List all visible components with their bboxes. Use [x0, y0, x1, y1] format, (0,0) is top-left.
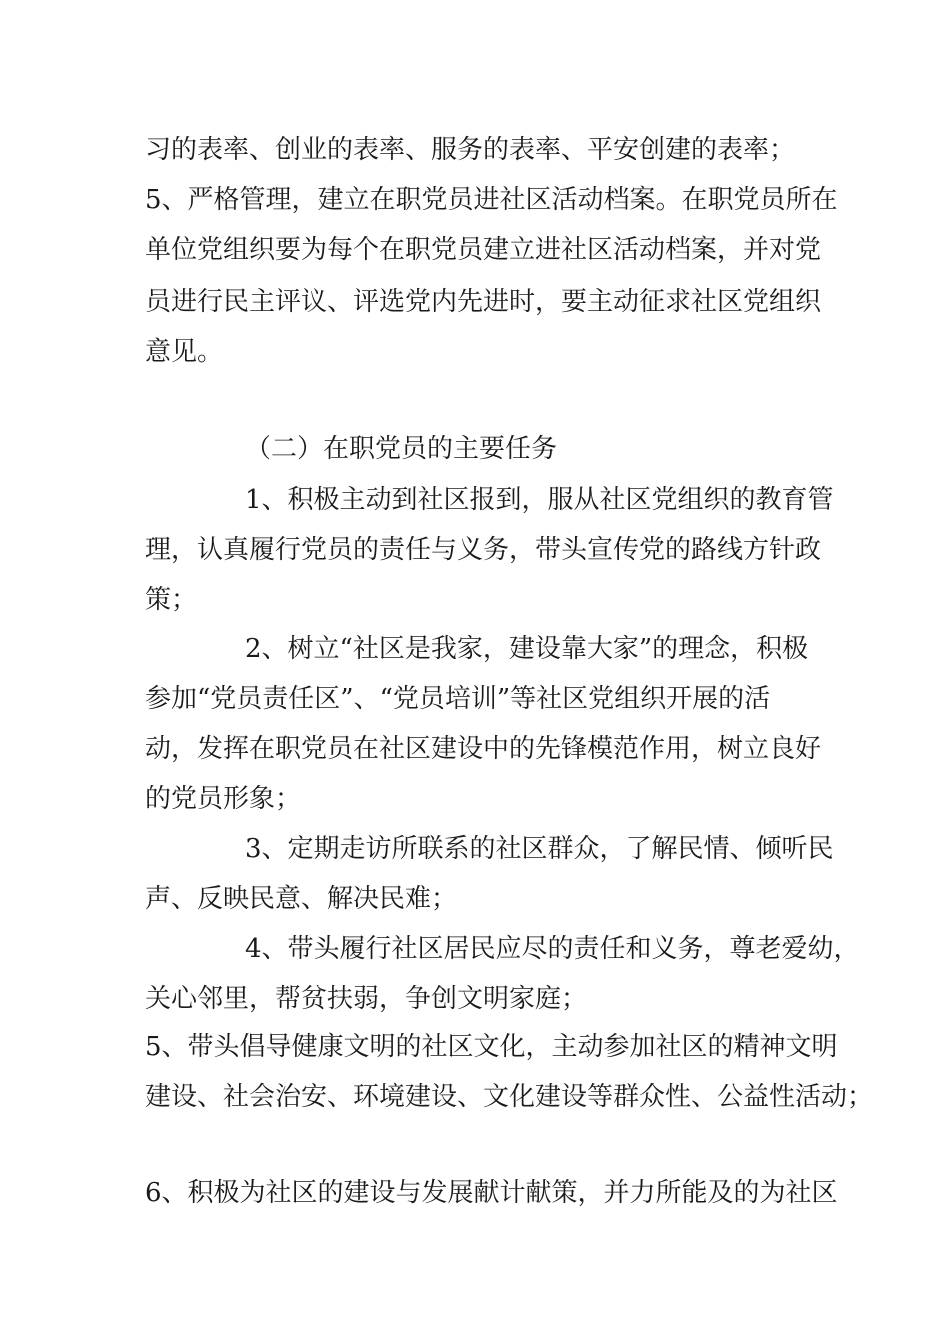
- text-line-7: 1、积极主动到社区报到，服从社区党组织的教育管: [245, 485, 834, 515]
- section-heading: （二）在职党员的主要任务: [245, 434, 558, 464]
- text-line-18: 5、带头倡导健康文明的社区文化，主动参加社区的精神文明: [145, 1032, 838, 1062]
- text-line-14: 3、定期走访所联系的社区群众，了解民情、倾听民: [245, 834, 834, 864]
- text-line-8: 理，认真履行党员的责任与义务，带头宣传党的路线方针政: [145, 535, 822, 565]
- text-line-11: 参加“党员责任区”、“党员培训”等社区党组织开展的活: [145, 684, 771, 714]
- text-line-20: 6、积极为社区的建设与发展献计献策，并力所能及的为社区: [145, 1178, 838, 1208]
- text-line-17: 关心邻里，帮贫扶弱，争创文明家庭；: [145, 984, 588, 1014]
- text-line-1: 习的表率、创业的表率、服务的表率、平安创建的表率；: [145, 135, 796, 165]
- text-line-19: 建设、社会治安、环境建设、文化建设等群众性、公益性活动；: [145, 1082, 874, 1112]
- text-line-15: 声、反映民意、解决民难；: [145, 884, 458, 914]
- text-line-13: 的党员形象；: [145, 784, 302, 814]
- text-line-4: 员进行民主评议、评选党内先进时，要主动征求社区党组织: [145, 287, 822, 317]
- text-line-10: 2、树立“社区是我家，建设靠大家”的理念，积极: [245, 634, 809, 664]
- text-line-5: 意见。: [145, 337, 224, 367]
- text-line-12: 动，发挥在职党员在社区建设中的先锋模范作用，树立良好: [145, 734, 822, 764]
- text-line-9: 策；: [145, 585, 198, 615]
- text-line-3: 单位党组织要为每个在职党员建立进社区活动档案，并对党: [145, 235, 822, 265]
- text-line-16: 4、带头履行社区居民应尽的责任和义务，尊老爱幼，: [245, 934, 860, 964]
- text-line-2: 5、严格管理，建立在职党员进社区活动档案。在职党员所在: [145, 185, 838, 215]
